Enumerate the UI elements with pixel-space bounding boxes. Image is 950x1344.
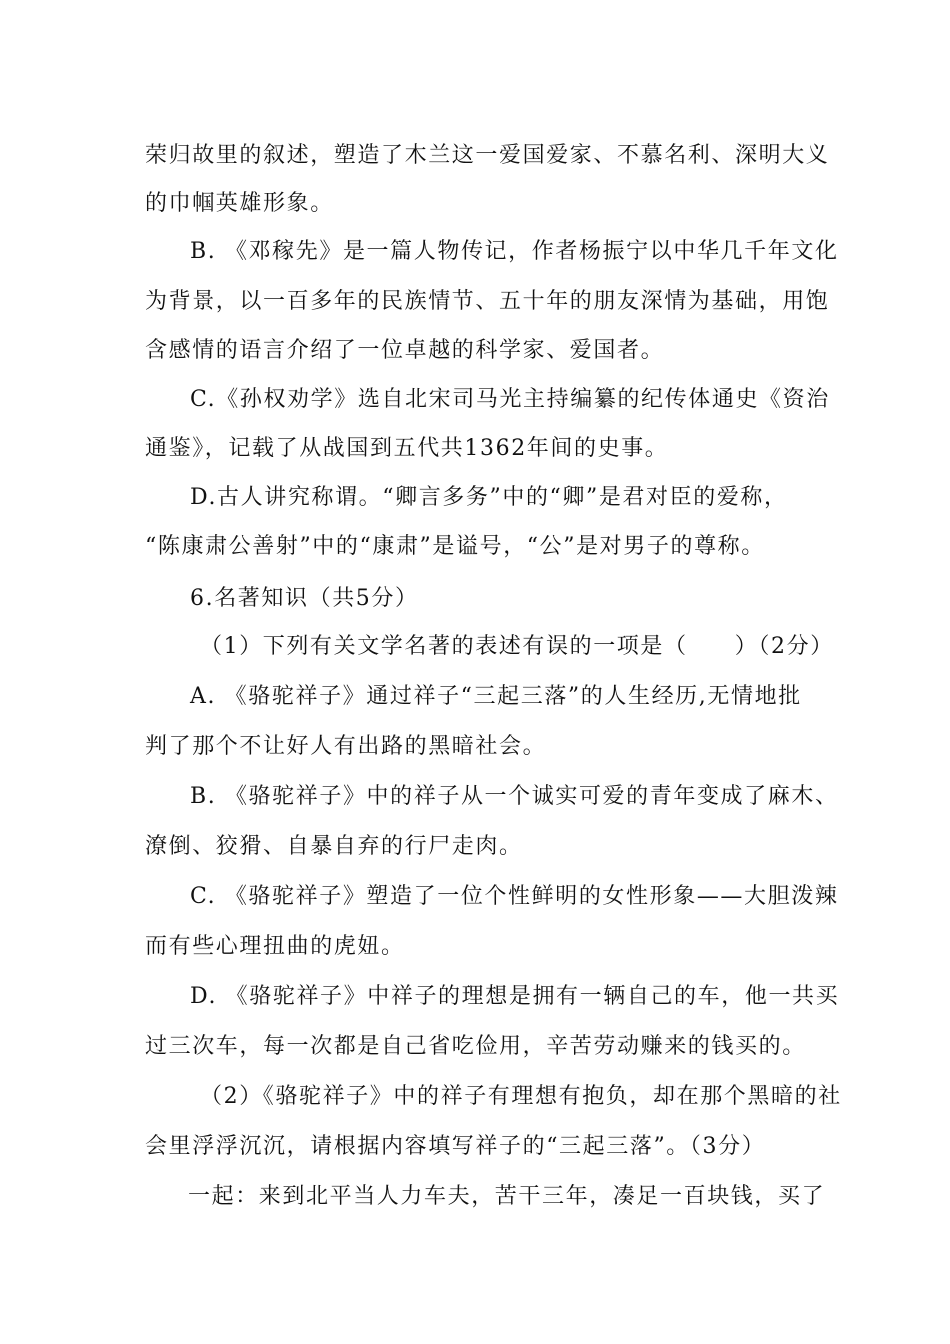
text-line: 判了那个不让好人有出路的黑暗社会。 <box>145 734 547 759</box>
option-b-text: B. 《邓稼先》是一篇人物传记，作者杨振宁以中华几千年文化 <box>190 239 839 264</box>
text-line: 含感情的语言介绍了一位卓越的科学家、爱国者。 <box>145 338 665 363</box>
text-line: 潦倒、狡猾、自暴自弃的行尸走肉。 <box>145 834 523 859</box>
text-line: 为背景，以一百多年的民族情节、五十年的朋友深情为基础，用饱 <box>145 289 830 314</box>
text-line: 荣归故里的叙述，塑造了木兰这一爱国爱家、不慕名利、深明大义 <box>145 143 830 168</box>
question-1-option-b: B. 《骆驼祥子》中的祥子从一个诚实可爱的青年变成了麻木、 <box>190 784 839 809</box>
text-line: 会里浮浮沉沉，请根据内容填写祥子的“三起三落”。（3分） <box>145 1134 766 1159</box>
text-line: 过三次车，每一次都是自己省吃俭用，辛苦劳动赚来的钱买的。 <box>145 1034 806 1059</box>
answer-line: 一起：来到北平当人力车夫，苦干三年，凑足一百块钱，买了 <box>188 1184 826 1209</box>
question-1-option-d: D. 《骆驼祥子》中祥子的理想是拥有一辆自己的车，他一共买 <box>190 984 840 1009</box>
option-c-text: C.《孙权劝学》选自北宋司马光主持编纂的纪传体通史《资治 <box>190 387 830 412</box>
text-line: 而有些心理扭曲的虎妞。 <box>145 934 405 959</box>
question-2: （2）《骆驼祥子》中的祥子有理想有抱负，却在那个黑暗的社 <box>200 1084 842 1109</box>
option-d-text: D.古人讲究称谓。“卿言多务”中的“卿”是君对臣的爱称， <box>190 485 788 510</box>
question-1: （1）下列有关文学名著的表述有误的一项是（ ）（2分） <box>200 634 834 659</box>
section-heading: 6.名著知识（共5分） <box>190 586 419 611</box>
text-line: 通鉴》，记载了从战国到五代共1362年间的史事。 <box>145 436 669 461</box>
text-line: “陈康肃公善射”中的“康肃”是谥号，“公”是对男子的尊称。 <box>145 534 765 559</box>
question-1-option-c: C. 《骆驼祥子》塑造了一位个性鲜明的女性形象——大胆泼辣 <box>190 884 839 909</box>
question-1-option-a: A. 《骆驼祥子》通过祥子“三起三落”的人生经历,无情地批 <box>190 684 802 709</box>
text-line: 的巾帼英雄形象。 <box>145 191 334 216</box>
